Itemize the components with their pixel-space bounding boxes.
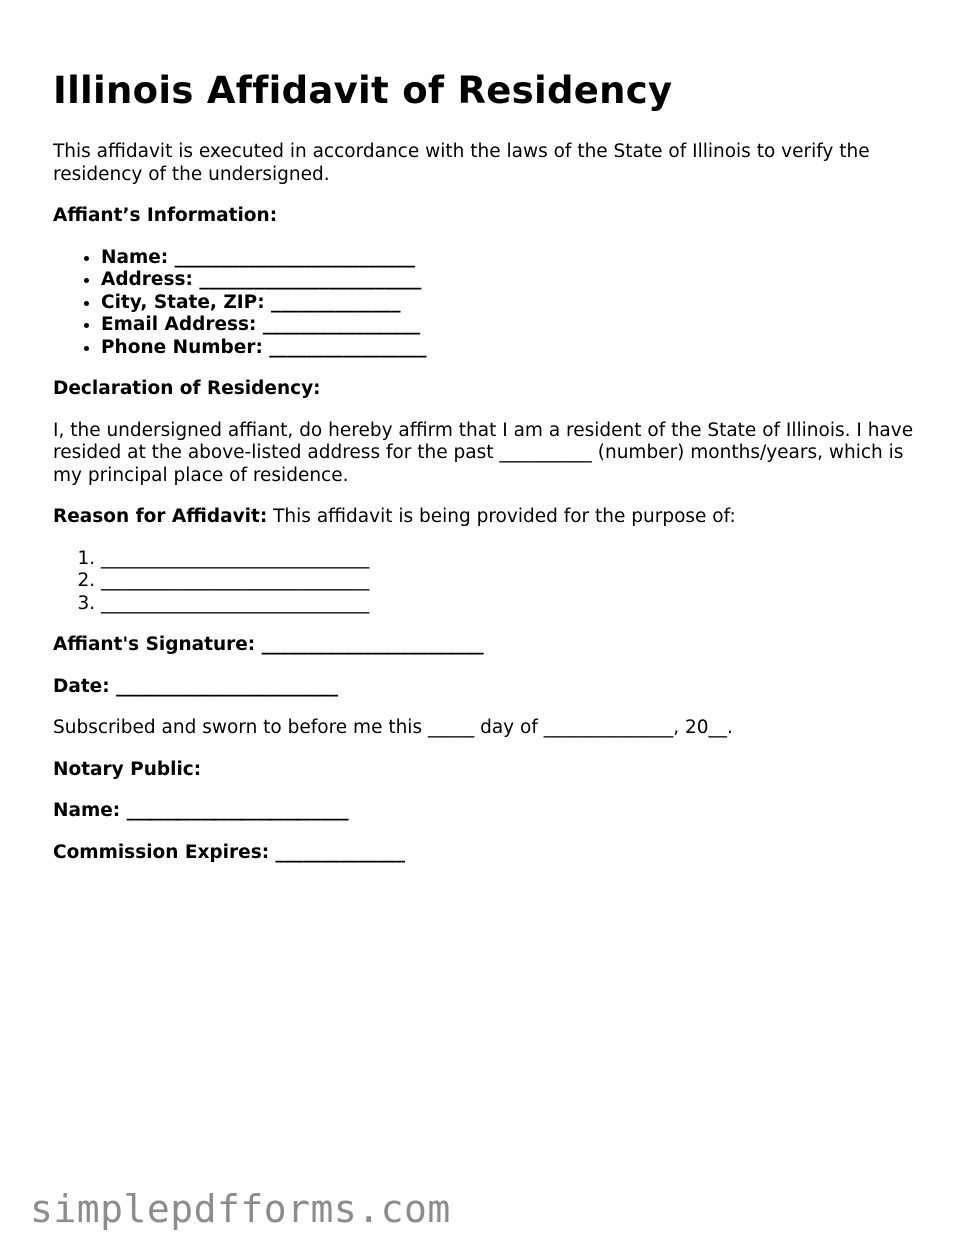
intro-paragraph: This affidavit is executed in accordance with the laws of the State of Illinois to verify the residency of the undersigned. xyxy=(53,141,870,185)
address-field[interactable]: • Address: ________________________ xyxy=(101,269,923,292)
watermark: simplepdfforms.com xyxy=(30,1187,451,1231)
reason-item-2[interactable]: 2. _____________________________ xyxy=(101,570,923,593)
reason-item-1[interactable]: 1. _____________________________ xyxy=(101,548,923,571)
city-state-zip-field[interactable]: • City, State, ZIP: ______________ xyxy=(101,292,923,315)
phone-field[interactable]: • Phone Number: _________________ xyxy=(101,337,923,360)
date-field[interactable]: Date: ________________________ xyxy=(53,675,339,697)
reason-text: This affidavit is being provided for the purpose of: xyxy=(267,506,736,527)
page-title: Illinois Affidavit of Residency xyxy=(53,69,673,112)
email-field[interactable]: • Email Address: _________________ xyxy=(101,314,923,337)
affiant-fields-list xyxy=(53,247,923,360)
declaration-text: I, the undersigned affiant, do hereby affirm that I am a resident of the State of Illinois. I have resided at the above-listed address for the past __________ (number) months/years, which is my principal place of residence. xyxy=(53,419,914,486)
name-field[interactable]: • Name: __________________________ xyxy=(101,247,923,270)
reason-list xyxy=(53,548,923,616)
commission-expires-field[interactable]: Commission Expires: ______________ xyxy=(53,841,406,863)
notary-name-field[interactable]: Name: ________________________ xyxy=(53,800,349,821)
sworn-statement: Subscribed and sworn to before me this _____ day of ______________, 20__. xyxy=(53,717,733,738)
reason-item-3[interactable]: 3. _____________________________ xyxy=(101,593,923,616)
declaration-heading: Declaration of Residency: xyxy=(53,378,321,399)
notary-heading: Notary Public: xyxy=(53,758,202,780)
affiant-heading: Affiant’s Information: xyxy=(53,205,278,226)
reason-paragraph xyxy=(53,506,923,529)
reason-label: Reason for Affidavit: xyxy=(53,506,268,527)
signature-field[interactable]: Affiant's Signature: ________________________ xyxy=(53,634,484,655)
affidavit-page xyxy=(53,66,923,864)
